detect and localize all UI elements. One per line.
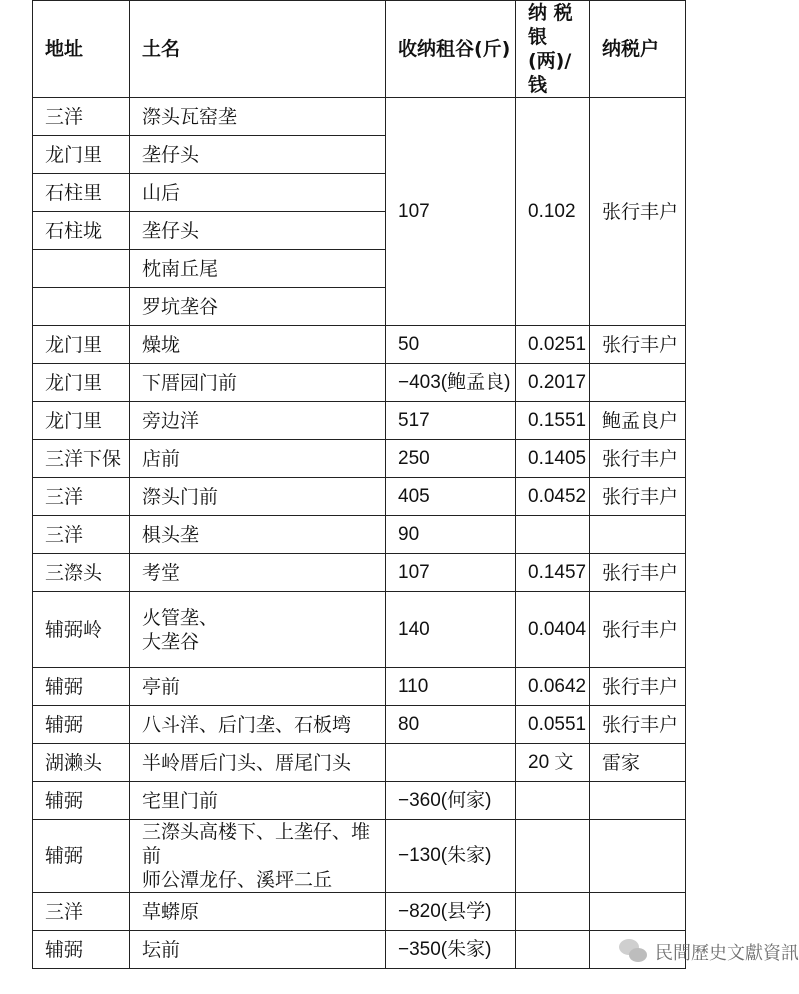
table-row [33, 706, 686, 744]
cell-land-name: 八斗洋、后门垄、石板塆 [130, 706, 386, 744]
header-grain: 收纳租谷(斤) [386, 1, 516, 98]
table-row [33, 364, 686, 402]
cell-tax: 0.0404 [516, 592, 590, 668]
cell-land-name: 漈头门前 [130, 478, 386, 516]
tax-table [32, 0, 686, 969]
cell-address: 三洋 [33, 98, 130, 136]
cell-land-name: 坛前 [130, 931, 386, 969]
cell-address [33, 250, 130, 288]
cell-tax: 20 文 [516, 744, 590, 782]
cell-tax: 0.1457 [516, 554, 590, 592]
cell-land-name: 枕南丘尾 [130, 250, 386, 288]
cell-land-name: 半岭厝后门头、厝尾门头 [130, 744, 386, 782]
cell-grain: 80 [386, 706, 516, 744]
cell-land-name: 垄仔头 [130, 212, 386, 250]
table-row [33, 98, 686, 136]
cell-grain: −350(朱家) [386, 931, 516, 969]
cell-land-name: 下厝园门前 [130, 364, 386, 402]
header-row [33, 1, 686, 98]
table-row [33, 402, 686, 440]
cell-address: 辅弼 [33, 706, 130, 744]
cell-land-name: 亭前 [130, 668, 386, 706]
cell-grain: 250 [386, 440, 516, 478]
cell-address: 石柱垅 [33, 212, 130, 250]
cell-tax: 0.1405 [516, 440, 590, 478]
cell-payer: 张行丰户 [590, 668, 686, 706]
cell-address [33, 288, 130, 326]
cell-grain: 517 [386, 402, 516, 440]
cell-land-name: 椇头垄 [130, 516, 386, 554]
table-row [33, 592, 686, 668]
cell-payer: 雷家 [590, 744, 686, 782]
table-row [33, 554, 686, 592]
cell-tax: 0.102 [516, 98, 590, 326]
cell-payer: 张行丰户 [590, 554, 686, 592]
cell-address: 三洋 [33, 516, 130, 554]
cell-tax [516, 820, 590, 893]
table-row [33, 668, 686, 706]
watermark [619, 934, 799, 970]
cell-payer [590, 782, 686, 820]
cell-grain: −820(县学) [386, 893, 516, 931]
cell-land-name [130, 820, 386, 893]
cell-tax [516, 893, 590, 931]
land-name-line: 三漈头高楼下、上垄仔、堆前 [142, 821, 371, 867]
cell-address: 三漈头 [33, 554, 130, 592]
table-row [33, 820, 686, 893]
cell-payer [590, 820, 686, 893]
header-taxpayer: 纳税户 [590, 1, 686, 98]
header-land-name: 土名 [130, 1, 386, 98]
table-row [33, 782, 686, 820]
land-name-line: 师公潭龙仔、溪坪二丘 [142, 869, 333, 891]
cell-address: 辅弼 [33, 820, 130, 893]
cell-tax: 0.0251 [516, 326, 590, 364]
header-tax-line2: (两)/钱 [528, 50, 572, 96]
cell-tax [516, 516, 590, 554]
table-row [33, 326, 686, 364]
cell-grain: 405 [386, 478, 516, 516]
cell-address: 龙门里 [33, 364, 130, 402]
land-name-line: 火管垄、 [142, 606, 219, 629]
cell-address: 三洋 [33, 478, 130, 516]
cell-tax [516, 782, 590, 820]
table-row [33, 893, 686, 931]
cell-tax: 0.0642 [516, 668, 590, 706]
cell-address: 辅弼 [33, 782, 130, 820]
table-row [33, 440, 686, 478]
cell-land-name: 垄仔头 [130, 136, 386, 174]
cell-grain: 90 [386, 516, 516, 554]
cell-land-name: 燥垅 [130, 326, 386, 364]
cell-land-name: 考堂 [130, 554, 386, 592]
cell-address: 龙门里 [33, 402, 130, 440]
cell-land-name: 草蟒原 [130, 893, 386, 931]
land-name-line: 大垄谷 [142, 630, 200, 653]
cell-land-name: 罗坑垄谷 [130, 288, 386, 326]
cell-payer: 张行丰户 [590, 98, 686, 326]
cell-tax [516, 931, 590, 969]
table-row [33, 516, 686, 554]
cell-land-name: 旁边洋 [130, 402, 386, 440]
cell-payer [590, 516, 686, 554]
cell-grain: −403(鲍孟良) [386, 364, 516, 402]
cell-payer: 张行丰户 [590, 478, 686, 516]
cell-land-name: 山后 [130, 174, 386, 212]
cell-tax: 0.0452 [516, 478, 590, 516]
cell-land-name: 宅里门前 [130, 782, 386, 820]
cell-tax: 0.2017 [516, 364, 590, 402]
cell-address: 龙门里 [33, 326, 130, 364]
table-row [33, 478, 686, 516]
cell-grain: 140 [386, 592, 516, 668]
cell-grain: −130(朱家) [386, 820, 516, 893]
cell-payer: 张行丰户 [590, 706, 686, 744]
header-address: 地址 [33, 1, 130, 98]
cell-payer: 张行丰户 [590, 326, 686, 364]
cell-address: 辅弼 [33, 931, 130, 969]
cell-address: 三洋 [33, 893, 130, 931]
header-tax-line1: 纳 税 银 [528, 2, 573, 48]
cell-grain: 107 [386, 554, 516, 592]
cell-address: 辅弼岭 [33, 592, 130, 668]
cell-address: 三洋下保 [33, 440, 130, 478]
cell-address: 石柱里 [33, 174, 130, 212]
cell-grain: −360(何家) [386, 782, 516, 820]
cell-grain: 110 [386, 668, 516, 706]
cell-land-name [130, 592, 386, 668]
cell-land-name: 店前 [130, 440, 386, 478]
cell-address: 龙门里 [33, 136, 130, 174]
wechat-icon [619, 939, 649, 965]
cell-payer: 鲍孟良户 [590, 402, 686, 440]
cell-payer [590, 364, 686, 402]
cell-address: 辅弼 [33, 668, 130, 706]
cell-payer [590, 893, 686, 931]
table-row [33, 744, 686, 782]
cell-payer: 张行丰户 [590, 592, 686, 668]
cell-grain [386, 744, 516, 782]
cell-tax: 0.1551 [516, 402, 590, 440]
table-row [33, 931, 686, 969]
watermark-text: 民間歷史文獻資訊 [655, 943, 799, 964]
cell-tax: 0.0551 [516, 706, 590, 744]
cell-grain: 50 [386, 326, 516, 364]
cell-grain: 107 [386, 98, 516, 326]
cell-payer: 张行丰户 [590, 440, 686, 478]
header-tax-silver [516, 1, 590, 98]
cell-address: 湖濑头 [33, 744, 130, 782]
cell-land-name: 漈头瓦窑垄 [130, 98, 386, 136]
